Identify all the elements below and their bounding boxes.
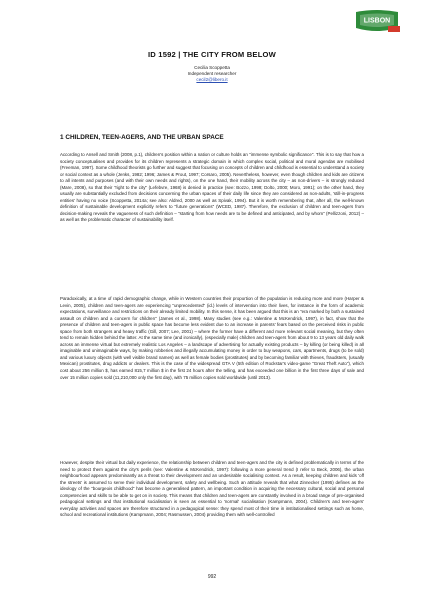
document-title: ID 1592 | THE CITY FROM BELOW — [147, 50, 277, 59]
page-number: 992 — [207, 574, 217, 580]
section-heading: 1 CHILDREN, TEEN-AGERS, AND THE URBAN SPACE — [60, 134, 224, 141]
author-name: Cecilia Scoppetta — [194, 65, 230, 70]
author-email-link[interactable]: cecil2@libero.it — [196, 77, 228, 82]
body-paragraph-2: Paradoxically, at a time of rapid demographic change, while in Western countries their proportion of the population is reducing more and more (Harper & Levin, 2005), children and teen-agers are experiencing "unprecedented" (id.) levels of intervention into their lives, for instance in the form of academic expectations, surveillance and restrictions on their already limited mobility. In this sense, it has been argued that this is an "era marked by both a sustained assault on children and a concern for children" (James et al., 1998). Many studies (see e.g.: Valentine & McKendrick, 1997), in fact, show that the presence of children and teen-agers in public space has become less evident due to an increase in parents' fears based on the perceived risks in public space from both strangers and heavy traffic (Gill, 2007; Lee, 2001) – where the former have a different and more relevant social meaning, but they often tend to remain hidden behind the latter. At the same time (and ironically), (especially male) children and teen-agers from about 9 to 13 years old daily walk across an immense virtual but extremely realistic Los Angeles – a landscape of advertising for actually existing products – by killing (or being killed) in all imaginable and unimaginable ways, by making robberies and illegally accumulating money in order to buy weapons, cars, apartments, drugs (to be sold) and various luxury objects (with well visible brand names) as well as female bodies (prostitutes) and by becoming familiar with thieves, fraudsters, (usually Mexican) prostitutes, drug addicts or dealers. This is the case of the widespread GTA V (5th edition of Rockstar's video-game "Great Theft Auto"), which cost about 256 million $, has earned 815,7 million $ in the first 24 hours after the telling, and has exceeded one billion in the first three days of sale and over 15 million copies sold (11,210,000 only the first day), with 75 million copies sold worldwide (until 2013). — [60, 296, 364, 380]
logo-graphic — [350, 8, 404, 36]
body-paragraph-3: However, despite their virtual but daily experience, the relationship between children and teen-agers and the city is defined problematically in terms of the need to protect them against the city's perils (see: Valentine & McKendrick, 1997): following a more general trend (I refer to Beck, 2006), the urban neighbourhood appears predominantly as a threat to their development and an undesirable socialising context. As a result, keeping children and kids 'off the streets' is assumed to serve their individual development, safety and wellbeing. Such an attitude reveals that what Zinnecker (1995) defines as the ideology of the "bourgeois childhood" has become a generalised pattern, an important condition in acquiring the necessary cultural, social and personal competencies and skills to be able to get on in society. This means that children and teen-agers are constantly involved in a broad range of pre-organised pedagogical settings and that institutional socialisation is seen as essential to 'normal' socialisation (Kampmann, 2004). Children's and teen-agers' everyday activities and spaces are therefore structured in a pedagogical sense: they spend most of their time in institutionalised settings such as home, school and recreational institutions (Kampmann, 2004; Rasmussen, 2004) providing them with well-controlled — [60, 460, 364, 518]
title-block — [0, 50, 424, 83]
body-paragraph-1: According to Ansell and Smith (2008, p.1), children's position within a nation or culture holds an "immense symbolic significance". This is to say that how a society conceptualises and provides for its children represents a strategic domain in which complex social, political and moral agendas are mobilised (Freeman, 1997). Some childhood theorists go further and suggest that focusing on concepts of children and childhood is essential to understand a society or social context as a whole (Jenks, 1982; 1996; James & Prout, 1997; Corsaro, 2005). Nevertheless, however, even though children and kids are citizens to all intents and purposes (and with their own needs and rights), on the one hand, their mobility across the city – as non-drivers – is strongly reduced (Mare, 2008), so that their "right to the city" (Lefebvre, 1968) is denied in practice (see: Bozzo, 1998; Dolto, 2000; Moro, 1991); on the other hand, they usually are substantially excluded from decisions concerning the urban spaces of their daily life since they are considered as non-adults, 'still-in-progress entities' having no voice (Scoppetta, 2014a; see also: Aldred, 2000 as well as Spivak, 1994). But it is worth remembering that, after all, the well-known definition of sustainable development explicitly refers to "future generations" (WCED, 1987). Therefore, the exclusion of children and teen-agers from decision-making reveals the vagueness of such definition – "starting from how needs are to be defined and anticipated, and by whom" (Pellizzoni, 2012) – as well as the problematic character of sustainability itself. — [60, 152, 364, 223]
logo-text: LISBON — [363, 17, 391, 25]
author-affiliation: Independent researcher — [187, 71, 237, 76]
lisbon-logo — [350, 8, 404, 36]
